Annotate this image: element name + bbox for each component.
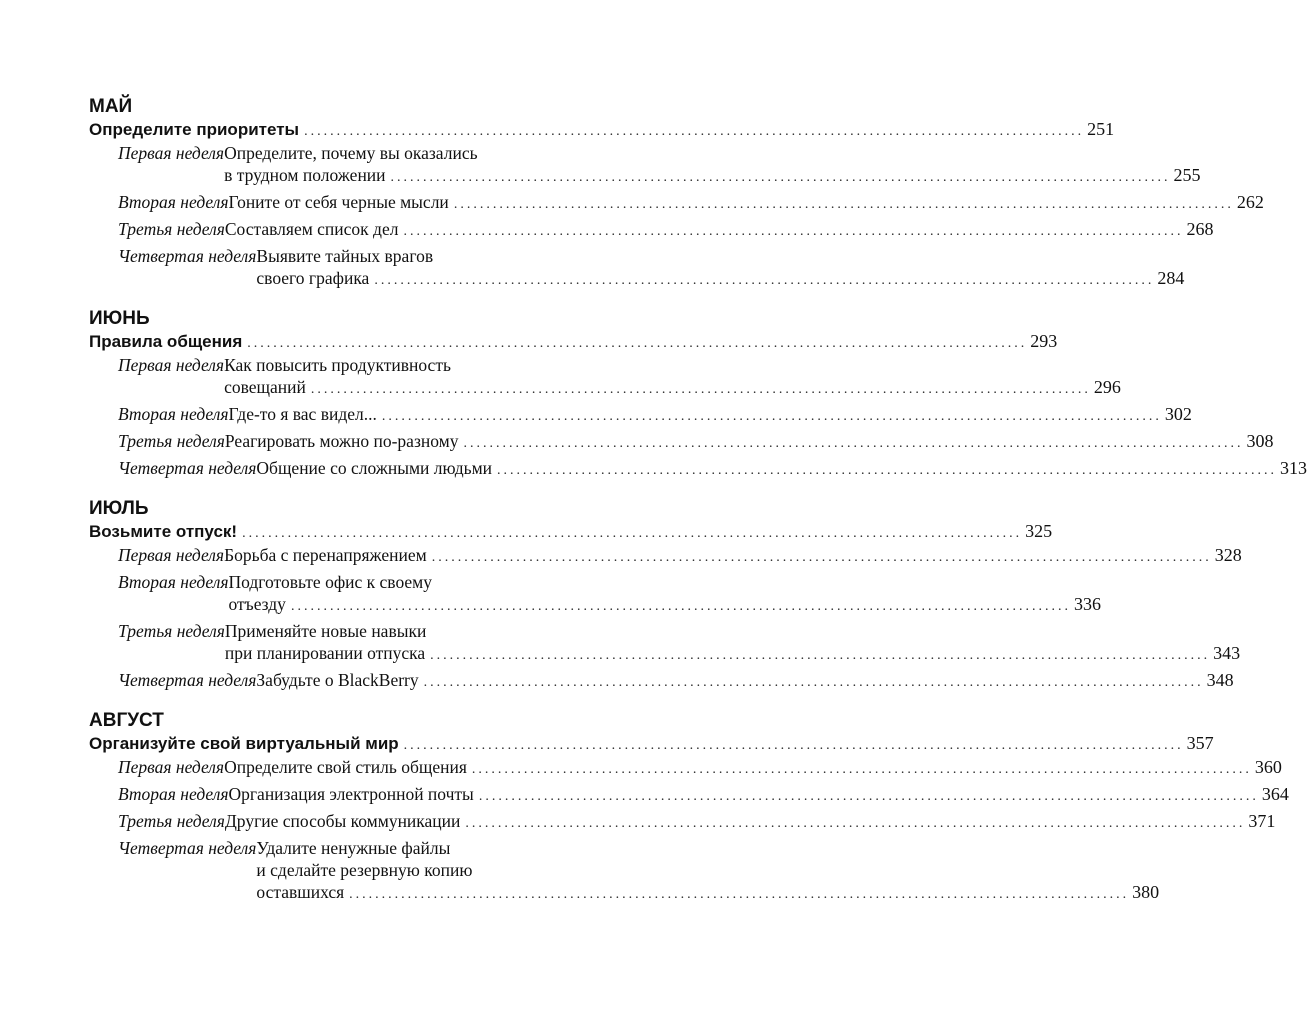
page-number: 360 <box>1254 757 1282 777</box>
entry-title-last: совещаний <box>224 377 306 397</box>
leader-dots: ........................................................................................................................ <box>381 409 1162 424</box>
page-number: 262 <box>1236 192 1264 212</box>
page-number: 348 <box>1206 670 1234 690</box>
leader-dots: ........................................................................................................................ <box>465 816 1246 831</box>
entry-title-line: Выявите тайных врагов <box>256 246 434 266</box>
entry-title-last: Реагировать можно по-разному <box>224 431 459 451</box>
entry-title-line: Удалите ненужные файлы и сделайте резервную копию <box>256 838 473 880</box>
entry-title-last: Борьба с перенапряжением <box>224 545 427 565</box>
week-label: Первая неделя <box>118 355 225 375</box>
leader-dots: ........................................................................................................................ <box>403 738 1184 753</box>
page-number: 325 <box>1025 521 1053 541</box>
section-may <box>89 96 1264 292</box>
week-label: Четвертая неделя <box>118 246 257 266</box>
page-number: 255 <box>1173 165 1201 185</box>
page-number: 308 <box>1246 431 1274 451</box>
page-number: 357 <box>1186 733 1214 753</box>
week-entry <box>89 403 1192 428</box>
leader-dots: ........................................................................................................................ <box>478 789 1259 804</box>
leader-dots: ........................................................................................................................ <box>349 887 1130 902</box>
week-label: Первая неделя <box>118 757 225 777</box>
month-heading: АВГУСТ <box>89 710 164 731</box>
week-entry <box>89 756 1282 781</box>
page-number: 293 <box>1030 331 1058 351</box>
chapter-entry <box>89 520 1053 542</box>
section-july <box>89 498 1242 694</box>
entry-title-last: Определите свой стиль общения <box>224 757 467 777</box>
month-heading: МАЙ <box>89 96 133 117</box>
page-number: 343 <box>1213 643 1241 663</box>
leader-dots: ........................................................................................................................ <box>390 170 1171 185</box>
leader-dots: ........................................................................................................................ <box>463 436 1244 451</box>
week-label: Вторая неделя <box>118 404 229 424</box>
chapter-title: Возьмите отпуск! <box>89 522 238 541</box>
leader-dots: ........................................................................................................................ <box>497 463 1278 478</box>
leader-dots: ........................................................................................................................ <box>290 599 1071 614</box>
section-june <box>89 308 1307 482</box>
page-number: 364 <box>1261 784 1289 804</box>
week-label: Третья неделя <box>118 621 225 641</box>
entry-title-last: Гоните от себя черные мысли <box>228 192 449 212</box>
entry-title-last: оставшихся <box>256 882 345 902</box>
entry-title-last: Забудьте о BlackBerry <box>256 670 419 690</box>
entry-title-line: Применяйте новые навыки <box>224 621 427 641</box>
week-label: Вторая неделя <box>118 572 229 592</box>
week-entry <box>89 837 1160 906</box>
page-number: 302 <box>1164 404 1192 424</box>
entry-title-last: Организация электронной почты <box>228 784 474 804</box>
chapter-title: Определите приоритеты <box>89 120 300 139</box>
week-label: Первая неделя <box>118 545 225 565</box>
leader-dots: ........................................................................................................................ <box>247 336 1028 351</box>
week-entry <box>89 783 1289 808</box>
month-heading: ИЮЛЬ <box>89 498 149 519</box>
week-entry <box>89 669 1234 694</box>
entry-title-line: Подготовьте офис к своему <box>228 572 433 592</box>
week-entry <box>89 571 1101 618</box>
chapter-entry <box>89 330 1058 352</box>
week-entry <box>89 544 1242 569</box>
week-label: Четвертая неделя <box>118 458 257 478</box>
week-label: Третья неделя <box>118 219 225 239</box>
week-entry <box>89 142 1201 189</box>
page-number: 328 <box>1214 545 1242 565</box>
leader-dots: ........................................................................................................................ <box>423 675 1204 690</box>
entry-title-last: Где-то я вас видел... <box>228 404 377 424</box>
week-entry <box>89 245 1185 292</box>
chapter-title: Правила общения <box>89 332 243 351</box>
week-entry <box>89 430 1274 455</box>
page-number: 313 <box>1280 458 1307 478</box>
entry-title-last: при планировании отпуска <box>224 643 426 663</box>
week-label: Четвертая неделя <box>118 670 257 690</box>
week-entry <box>89 354 1121 401</box>
entry-title-last: Другие способы коммуникации <box>224 811 461 831</box>
entry-title-line: Определите, почему вы оказались <box>224 143 478 163</box>
week-entry <box>89 457 1307 482</box>
week-label: Первая неделя <box>118 143 225 163</box>
leader-dots: ........................................................................................................................ <box>471 762 1252 777</box>
entry-title-line: Как повысить продуктивность <box>224 355 451 375</box>
page-number: 380 <box>1132 882 1160 902</box>
entry-title-last: Составляем список дел <box>224 219 399 239</box>
week-entry <box>89 191 1264 216</box>
week-label: Четвертая неделя <box>118 838 257 858</box>
entry-title-last: Общение со сложными людьми <box>256 458 493 478</box>
page-number: 284 <box>1157 268 1185 288</box>
page-number: 371 <box>1248 811 1276 831</box>
leader-dots: ........................................................................................................................ <box>242 526 1023 541</box>
leader-dots: ........................................................................................................................ <box>453 197 1234 212</box>
page-number: 296 <box>1093 377 1121 397</box>
entry-title-last: в трудном положении <box>224 165 386 185</box>
entry-title-last: своего графика <box>256 268 370 288</box>
week-entry <box>89 218 1214 243</box>
week-label: Третья неделя <box>118 431 225 451</box>
leader-dots: ........................................................................................................................ <box>374 273 1155 288</box>
month-heading: ИЮНЬ <box>89 308 150 329</box>
week-label: Вторая неделя <box>118 192 229 212</box>
week-entry <box>89 620 1241 667</box>
entry-title-last: отъезду <box>228 594 286 614</box>
week-label: Вторая неделя <box>118 784 229 804</box>
week-label: Третья неделя <box>118 811 225 831</box>
table-of-contents <box>89 96 1307 922</box>
chapter-entry <box>89 118 1115 140</box>
page-number: 268 <box>1186 219 1214 239</box>
chapter-entry <box>89 732 1214 754</box>
week-entry <box>89 810 1276 835</box>
leader-dots: ........................................................................................................................ <box>431 550 1212 565</box>
chapter-title: Организуйте свой виртуальный мир <box>89 734 399 753</box>
leader-dots: ........................................................................................................................ <box>430 648 1211 663</box>
page-number: 336 <box>1073 594 1101 614</box>
section-august <box>89 710 1289 906</box>
page-number: 251 <box>1087 119 1115 139</box>
leader-dots: ........................................................................................................................ <box>304 124 1085 139</box>
leader-dots: ........................................................................................................................ <box>310 382 1091 397</box>
leader-dots: ........................................................................................................................ <box>403 224 1184 239</box>
